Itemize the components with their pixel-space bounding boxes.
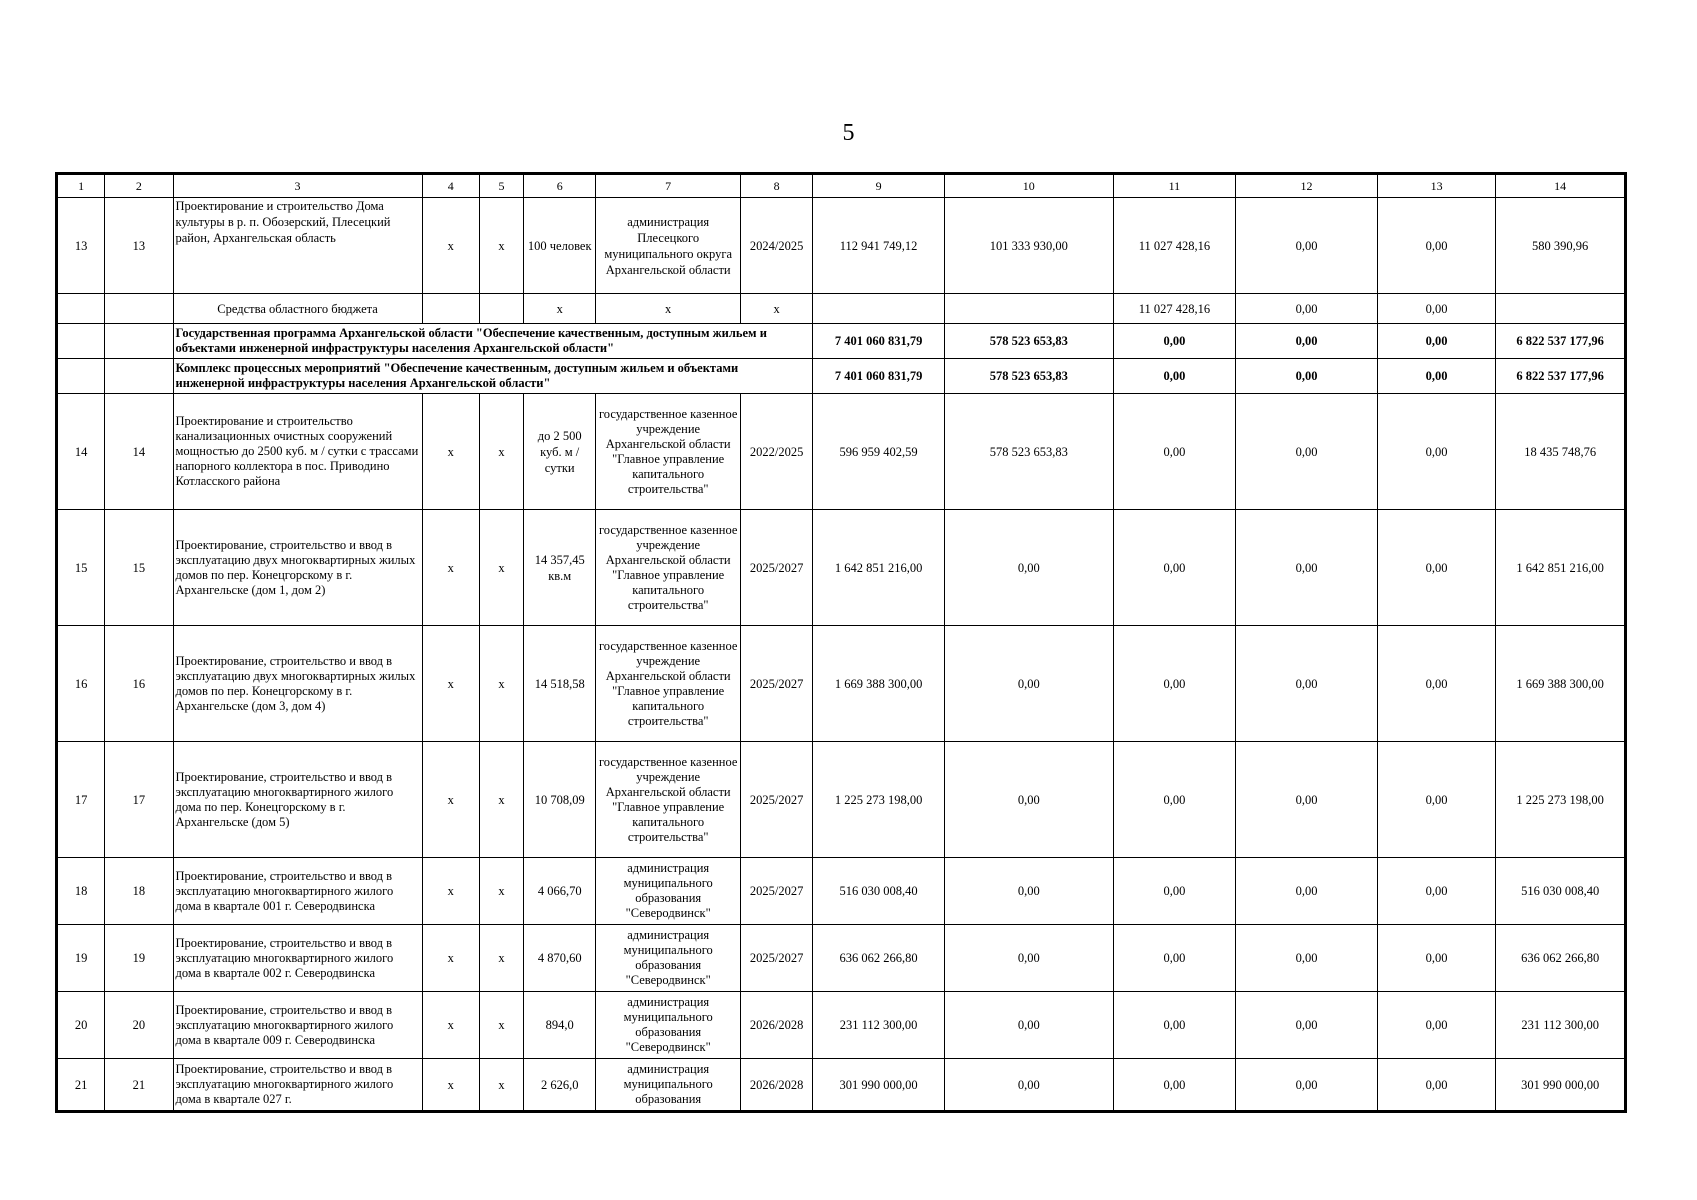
amount-col13: 0,00	[1377, 510, 1496, 626]
empty-cell	[479, 294, 523, 324]
column-header: 13	[1377, 175, 1496, 198]
executor: администрация муниципального образования	[596, 1059, 741, 1111]
amount-col12: 0,00	[1236, 359, 1378, 394]
column-header: 11	[1113, 175, 1236, 198]
amount-col12: 0,00	[1236, 394, 1378, 510]
total-amount: 7 401 060 831,79	[813, 324, 945, 359]
total-amount: 1 225 273 198,00	[813, 742, 945, 858]
amount-col13: 0,00	[1377, 992, 1496, 1059]
table-row	[58, 858, 1625, 925]
executor: администрация муниципального образования "Северодвинск"	[596, 858, 741, 925]
amount-col14: 636 062 266,80	[1496, 925, 1625, 992]
project-name: Проектирование и строительство Дома культуры в р. п. Обозерский, Плесецкий район, Архангельская область	[173, 198, 422, 294]
table-row	[58, 992, 1625, 1059]
row-code: 15	[105, 510, 173, 626]
amount-col13: 0,00	[1377, 742, 1496, 858]
amount-col12: 0,00	[1236, 992, 1378, 1059]
cell-col4: х	[422, 742, 479, 858]
amount-col14: 1 669 388 300,00	[1496, 626, 1625, 742]
capacity: 100 человек	[524, 198, 596, 294]
cell-col8: х	[741, 294, 813, 324]
executor: государственное казенное учреждение Архангельской области "Главное управление капитального строительства"	[596, 510, 741, 626]
amount-col12: 0,00	[1236, 324, 1378, 359]
amount-col12: 0,00	[1236, 1059, 1378, 1111]
cell-col4: х	[422, 626, 479, 742]
row-number: 16	[58, 626, 105, 742]
total-amount: 1 669 388 300,00	[813, 626, 945, 742]
total-amount: 112 941 749,12	[813, 198, 945, 294]
table-row	[58, 394, 1625, 510]
capacity: 2 626,0	[524, 1059, 596, 1111]
column-header: 9	[813, 175, 945, 198]
amount-col13: 0,00	[1377, 359, 1496, 394]
row-code: 21	[105, 1059, 173, 1111]
executor: администрация муниципального образования "Северодвинск"	[596, 925, 741, 992]
row-code: 16	[105, 626, 173, 742]
cell-col5: х	[479, 510, 523, 626]
empty-cell	[944, 294, 1113, 324]
column-header: 5	[479, 175, 523, 198]
amount-col13: 0,00	[1377, 324, 1496, 359]
amount-col11: 0,00	[1113, 510, 1236, 626]
column-header: 4	[422, 175, 479, 198]
amount-col10: 578 523 653,83	[944, 359, 1113, 394]
amount-col10: 0,00	[944, 925, 1113, 992]
column-header: 1	[58, 175, 105, 198]
cell-col5: х	[479, 1059, 523, 1111]
project-name: Проектирование, строительство и ввод в эксплуатацию многоквартирного жилого дома в квартале 001 г. Северодвинска	[173, 858, 422, 925]
row-number: 18	[58, 858, 105, 925]
project-name: Проектирование, строительство и ввод в эксплуатацию многоквартирного жилого дома в квартале 002 г. Северодвинска	[173, 925, 422, 992]
amount-col10: 0,00	[944, 1059, 1113, 1111]
cell-col4: х	[422, 510, 479, 626]
amount-col11: 0,00	[1113, 359, 1236, 394]
period: 2026/2028	[741, 992, 813, 1059]
column-header: 12	[1236, 175, 1378, 198]
program-total-row	[58, 324, 1625, 359]
amount-col10: 101 333 930,00	[944, 198, 1113, 294]
complex-total-row	[58, 359, 1625, 394]
project-name: Проектирование, строительство и ввод в эксплуатацию двух многоквартирных жилых домов по пер. Конецгорскому в г. Архангельске (дом 1, дом 2)	[173, 510, 422, 626]
amount-col13: 0,00	[1377, 858, 1496, 925]
complex-name: Комплекс процессных мероприятий "Обеспечение качественным, доступным жильем и объектами инженерной инфраструктуры населения Архангельской области"	[173, 359, 813, 394]
empty-cell	[58, 294, 105, 324]
cell-col5: х	[479, 742, 523, 858]
capacity: 14 518,58	[524, 626, 596, 742]
amount-col12: 0,00	[1236, 510, 1378, 626]
executor: администрация муниципального образования "Северодвинск"	[596, 992, 741, 1059]
amount-col13: 0,00	[1377, 925, 1496, 992]
row-number: 15	[58, 510, 105, 626]
project-name: Проектирование и строительство канализационных очистных сооружений мощностью до 2500 куб. м / сутки с трассами напорного коллектора в пос. Приводино Котласского района	[173, 394, 422, 510]
cell-col5: х	[479, 394, 523, 510]
amount-col14: 18 435 748,76	[1496, 394, 1625, 510]
row-code: 17	[105, 742, 173, 858]
total-amount: 231 112 300,00	[813, 992, 945, 1059]
amount-col13: 0,00	[1377, 294, 1496, 324]
capacity: 10 708,09	[524, 742, 596, 858]
amount-col11: 11 027 428,16	[1113, 294, 1236, 324]
amount-col10: 0,00	[944, 858, 1113, 925]
amount-col11: 0,00	[1113, 1059, 1236, 1111]
row-code: 13	[105, 198, 173, 294]
column-header: 8	[741, 175, 813, 198]
table-row	[58, 198, 1625, 294]
row-number: 13	[58, 198, 105, 294]
amount-col14: 6 822 537 177,96	[1496, 359, 1625, 394]
column-header: 3	[173, 175, 422, 198]
amount-col14: 301 990 000,00	[1496, 1059, 1625, 1111]
empty-cell	[813, 294, 945, 324]
amount-col11: 0,00	[1113, 324, 1236, 359]
column-number-header-row	[58, 175, 1625, 198]
executor: государственное казенное учреждение Архангельской области "Главное управление капитального строительства"	[596, 742, 741, 858]
capacity: 14 357,45 кв.м	[524, 510, 596, 626]
amount-col10: 0,00	[944, 992, 1113, 1059]
amount-col12: 0,00	[1236, 742, 1378, 858]
cell-col5: х	[479, 626, 523, 742]
total-amount: 516 030 008,40	[813, 858, 945, 925]
amount-col13: 0,00	[1377, 626, 1496, 742]
capacity: до 2 500 куб. м / сутки	[524, 394, 596, 510]
amount-col14: 580 390,96	[1496, 198, 1625, 294]
empty-cell	[105, 324, 173, 359]
table-row	[58, 1059, 1625, 1111]
cell-col6: х	[524, 294, 596, 324]
amount-col10: 0,00	[944, 742, 1113, 858]
period: 2025/2027	[741, 858, 813, 925]
cell-col7: х	[596, 294, 741, 324]
row-code: 18	[105, 858, 173, 925]
amount-col11: 11 027 428,16	[1113, 198, 1236, 294]
total-amount: 636 062 266,80	[813, 925, 945, 992]
capacity: 894,0	[524, 992, 596, 1059]
executor: государственное казенное учреждение Архангельской области "Главное управление капитального строительства"	[596, 394, 741, 510]
cell-col4: х	[422, 992, 479, 1059]
cell-col4: х	[422, 925, 479, 992]
executor: государственное казенное учреждение Архангельской области "Главное управление капитального строительства"	[596, 626, 741, 742]
total-amount: 596 959 402,59	[813, 394, 945, 510]
cell-col5: х	[479, 992, 523, 1059]
amount-col12: 0,00	[1236, 198, 1378, 294]
row-number: 17	[58, 742, 105, 858]
empty-cell	[58, 324, 105, 359]
period: 2026/2028	[741, 1059, 813, 1111]
page-number: 5	[842, 120, 855, 146]
cell-col4: х	[422, 394, 479, 510]
cell-col4: х	[422, 198, 479, 294]
amount-col11: 0,00	[1113, 626, 1236, 742]
executor: администрация Плесецкого муниципального округа Архангельской области	[596, 198, 741, 294]
cell-col4: х	[422, 1059, 479, 1111]
cell-col5: х	[479, 198, 523, 294]
amount-col11: 0,00	[1113, 992, 1236, 1059]
row-number: 14	[58, 394, 105, 510]
period: 2022/2025	[741, 394, 813, 510]
amount-col10: 578 523 653,83	[944, 394, 1113, 510]
row-number: 21	[58, 1059, 105, 1111]
period: 2024/2025	[741, 198, 813, 294]
cell-col5: х	[479, 858, 523, 925]
amount-col14: 516 030 008,40	[1496, 858, 1625, 925]
amount-col14: 1 642 851 216,00	[1496, 510, 1625, 626]
column-header: 14	[1496, 175, 1625, 198]
funding-source: Средства областного бюджета	[173, 294, 422, 324]
empty-cell	[105, 294, 173, 324]
project-name: Проектирование, строительство и ввод в эксплуатацию многоквартирного жилого дома по пер. Конецгорскому в г. Архангельске (дом 5)	[173, 742, 422, 858]
column-header: 2	[105, 175, 173, 198]
column-header: 10	[944, 175, 1113, 198]
period: 2025/2027	[741, 510, 813, 626]
row-code: 19	[105, 925, 173, 992]
amount-col11: 0,00	[1113, 925, 1236, 992]
period: 2025/2027	[741, 742, 813, 858]
amount-col11: 0,00	[1113, 858, 1236, 925]
amount-col10: 0,00	[944, 510, 1113, 626]
budget-table	[57, 174, 1625, 1111]
amount-col14: 6 822 537 177,96	[1496, 324, 1625, 359]
empty-cell	[105, 359, 173, 394]
amount-col11: 0,00	[1113, 742, 1236, 858]
amount-col12: 0,00	[1236, 294, 1378, 324]
table-row	[58, 925, 1625, 992]
amount-col12: 0,00	[1236, 626, 1378, 742]
total-amount: 7 401 060 831,79	[813, 359, 945, 394]
amount-col13: 0,00	[1377, 1059, 1496, 1111]
row-code: 14	[105, 394, 173, 510]
capacity: 4 066,70	[524, 858, 596, 925]
project-name: Проектирование, строительство и ввод в эксплуатацию многоквартирного жилого дома в квартале 027 г.	[173, 1059, 422, 1111]
period: 2025/2027	[741, 626, 813, 742]
column-header: 6	[524, 175, 596, 198]
table-row	[58, 742, 1625, 858]
total-amount: 1 642 851 216,00	[813, 510, 945, 626]
amount-col12: 0,00	[1236, 858, 1378, 925]
amount-col12: 0,00	[1236, 925, 1378, 992]
cell-col5: х	[479, 925, 523, 992]
project-name: Проектирование, строительство и ввод в эксплуатацию двух многоквартирных жилых домов по пер. Конецгорскому в г. Архангельске (дом 3, дом 4)	[173, 626, 422, 742]
cell-col4: х	[422, 858, 479, 925]
amount-col14: 231 112 300,00	[1496, 992, 1625, 1059]
amount-col10: 578 523 653,83	[944, 324, 1113, 359]
column-header: 7	[596, 175, 741, 198]
table-row	[58, 510, 1625, 626]
empty-cell	[1496, 294, 1625, 324]
amount-col13: 0,00	[1377, 198, 1496, 294]
table-row	[58, 294, 1625, 324]
project-name: Проектирование, строительство и ввод в эксплуатацию многоквартирного жилого дома в квартале 009 г. Северодвинска	[173, 992, 422, 1059]
period: 2025/2027	[741, 925, 813, 992]
amount-col10: 0,00	[944, 626, 1113, 742]
total-amount: 301 990 000,00	[813, 1059, 945, 1111]
amount-col13: 0,00	[1377, 394, 1496, 510]
row-number: 19	[58, 925, 105, 992]
amount-col14: 1 225 273 198,00	[1496, 742, 1625, 858]
row-code: 20	[105, 992, 173, 1059]
empty-cell	[58, 359, 105, 394]
amount-col11: 0,00	[1113, 394, 1236, 510]
empty-cell	[422, 294, 479, 324]
table-row	[58, 626, 1625, 742]
capacity: 4 870,60	[524, 925, 596, 992]
program-name: Государственная программа Архангельской области "Обеспечение качественным, доступным жильем и объектами инженерной инфраструктуры населения Архангельской области"	[173, 324, 813, 359]
row-number: 20	[58, 992, 105, 1059]
